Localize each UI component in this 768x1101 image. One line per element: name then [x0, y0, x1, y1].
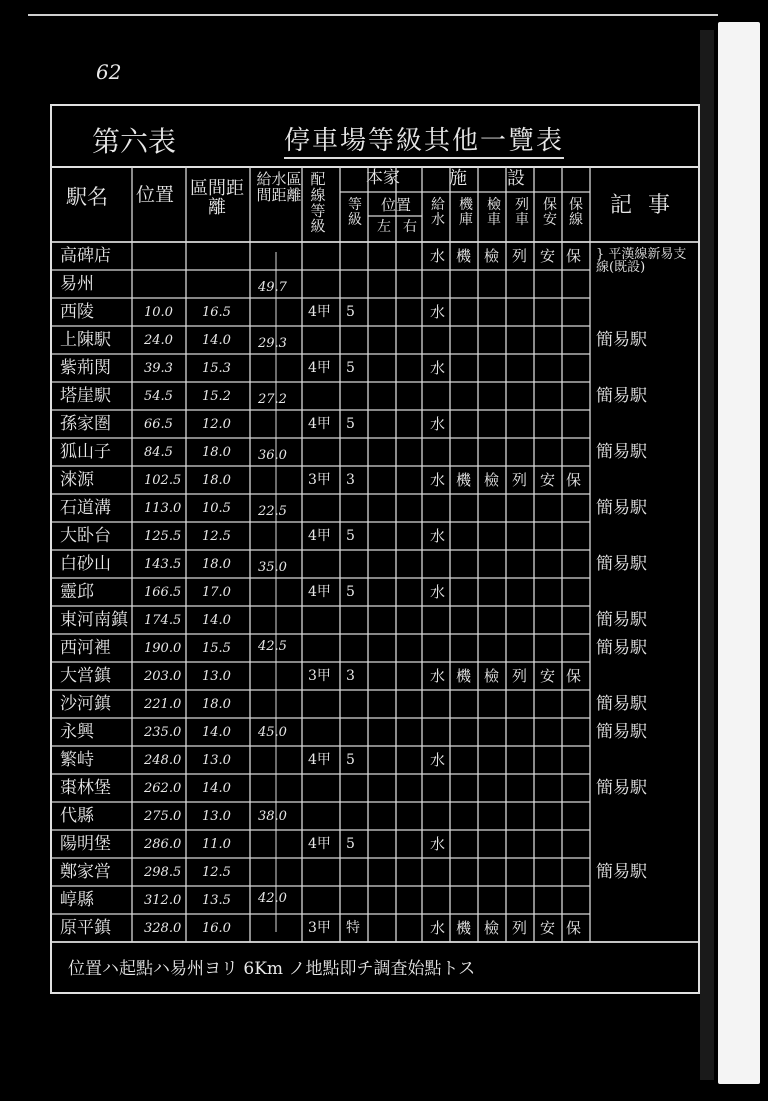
station-position: 221.0 — [144, 697, 182, 712]
facility-track: 保 — [566, 919, 582, 937]
header-main-house: 本家 — [366, 168, 400, 188]
header-grade: 等級 — [348, 197, 362, 228]
station-name: 大営鎮 — [60, 666, 111, 686]
footnote: 位置ハ起點ハ易州ヨリ 6Km ノ地點即チ調査始點トス — [68, 959, 476, 979]
section-distance: 15.3 — [202, 361, 231, 376]
binding-strip — [718, 22, 760, 1084]
station-name: 原平鎮 — [60, 918, 111, 938]
facility-engine: 機 — [456, 247, 472, 265]
facility-safety: 安 — [540, 471, 556, 489]
facility-water: 水 — [430, 359, 446, 377]
station-position: 298.5 — [144, 865, 182, 880]
facility-water: 水 — [430, 527, 446, 545]
track-grade: 4甲 — [308, 836, 331, 852]
section-distance: 12.5 — [202, 529, 231, 544]
facility-safety: 安 — [540, 667, 556, 685]
station-name: 陽明堡 — [60, 834, 111, 854]
station-position: 235.0 — [144, 725, 182, 740]
station-name: 易州 — [60, 274, 94, 294]
water-section-distance: 45.0 — [258, 725, 287, 741]
water-section-distance: 27.2 — [258, 392, 287, 408]
remark-note: 簡易駅 — [596, 498, 647, 518]
header-train: 列車 — [515, 197, 529, 228]
station-name: 石道溝 — [60, 498, 111, 518]
header-remarks: 記事 — [609, 193, 686, 218]
header-safety: 保安 — [543, 197, 557, 228]
remark-note: 簡易駅 — [596, 610, 647, 630]
facility-track: 保 — [566, 471, 582, 489]
remark-note: 簡易駅 — [596, 386, 647, 406]
facility-train: 列 — [512, 919, 528, 937]
section-distance: 15.5 — [202, 641, 231, 656]
water-section-distance: 42.0 — [258, 890, 287, 906]
facility-water: 水 — [430, 835, 446, 853]
page-top-edge — [28, 14, 718, 16]
section-distance: 11.0 — [202, 837, 231, 852]
water-section-distance: 22.5 — [258, 504, 287, 520]
station-position: 328.0 — [144, 921, 182, 936]
main-grade: 3 — [346, 472, 355, 488]
station-position: 203.0 — [144, 669, 182, 684]
header-water-distance: 給水區間距離 — [256, 170, 302, 204]
section-distance: 17.0 — [202, 585, 231, 600]
main-grade: 5 — [346, 304, 355, 320]
remark-note: } 平漢線新易支線(既設) — [596, 247, 687, 275]
section-distance: 16.5 — [202, 305, 231, 320]
station-position: 84.5 — [144, 445, 173, 460]
station-position: 10.0 — [144, 305, 173, 320]
facility-inspect: 檢 — [484, 919, 500, 937]
facility-water: 水 — [430, 751, 446, 769]
facility-train: 列 — [512, 667, 528, 685]
section-distance: 14.0 — [202, 613, 231, 628]
header-inspect: 檢車 — [487, 197, 501, 228]
remark-note: 簡易駅 — [596, 638, 647, 658]
section-distance: 13.5 — [202, 893, 231, 908]
section-distance: 18.0 — [202, 697, 231, 712]
remark-note: 簡易駅 — [596, 862, 647, 882]
facility-engine: 機 — [456, 471, 472, 489]
station-name: 代縣 — [60, 806, 94, 826]
table-frame — [50, 104, 700, 994]
facility-engine: 機 — [456, 667, 472, 685]
section-distance: 13.0 — [202, 669, 231, 684]
station-position: 166.5 — [144, 585, 182, 600]
station-position: 286.0 — [144, 837, 182, 852]
track-grade: 4甲 — [308, 752, 331, 768]
main-grade: 5 — [346, 752, 355, 768]
section-distance: 13.0 — [202, 753, 231, 768]
remark-note: 簡易駅 — [596, 442, 647, 462]
facility-water: 水 — [430, 919, 446, 937]
facility-safety: 安 — [540, 919, 556, 937]
main-grade: 5 — [346, 360, 355, 376]
facility-safety: 安 — [540, 247, 556, 265]
facility-water: 水 — [430, 471, 446, 489]
page-edge-shadow — [700, 30, 714, 1080]
station-name: 孫家圏 — [60, 414, 111, 434]
facility-water: 水 — [430, 583, 446, 601]
station-name: 塔崖駅 — [60, 386, 111, 406]
main-grade: 5 — [346, 584, 355, 600]
station-name: 西陵 — [60, 302, 94, 322]
header-section-distance: 區間距離 — [190, 178, 244, 218]
water-section-distance: 29.3 — [258, 336, 287, 352]
section-distance: 18.0 — [202, 445, 231, 460]
header-facilities: 施設 — [449, 168, 565, 189]
station-name: 大卧台 — [60, 526, 111, 546]
station-position: 248.0 — [144, 753, 182, 768]
facility-train: 列 — [512, 471, 528, 489]
station-position: 312.0 — [144, 893, 182, 908]
station-name: 沙河鎮 — [60, 694, 111, 714]
section-distance: 14.0 — [202, 781, 231, 796]
section-distance: 14.0 — [202, 725, 231, 740]
station-name: 西河裡 — [60, 638, 111, 658]
remark-note: 簡易駅 — [596, 722, 647, 742]
station-name: 紫荊関 — [60, 358, 111, 378]
section-distance: 12.0 — [202, 417, 231, 432]
station-name: 鄭家営 — [60, 862, 111, 882]
water-section-distance: 49.7 — [258, 280, 287, 296]
header-water: 給水 — [431, 197, 445, 228]
water-section-distance: 35.0 — [258, 560, 287, 576]
track-grade: 3甲 — [308, 668, 331, 684]
station-name: 崞縣 — [60, 890, 94, 910]
main-grade: 3 — [346, 668, 355, 684]
station-name: 狐山子 — [60, 442, 111, 462]
station-position: 39.3 — [144, 361, 173, 376]
table-grid — [52, 106, 698, 992]
facility-inspect: 檢 — [484, 667, 500, 685]
page-number: 62 — [96, 60, 122, 84]
header-position-lr: 位置 — [380, 196, 411, 214]
track-grade: 4甲 — [308, 304, 331, 320]
track-grade: 4甲 — [308, 584, 331, 600]
station-name: 淶源 — [60, 470, 94, 490]
track-grade: 3甲 — [308, 920, 331, 936]
section-distance: 10.5 — [202, 501, 231, 516]
section-distance: 15.2 — [202, 389, 231, 404]
header-track-grade: 配線等級 — [310, 170, 326, 236]
water-section-distance: 42.5 — [258, 638, 287, 654]
station-position: 24.0 — [144, 333, 173, 348]
facility-water: 水 — [430, 415, 446, 433]
table-title: 停車場等級其他一覽表 — [284, 120, 564, 159]
station-position: 174.5 — [144, 613, 182, 628]
facility-engine: 機 — [456, 919, 472, 937]
facility-track: 保 — [566, 247, 582, 265]
remark-note: 簡易駅 — [596, 778, 647, 798]
station-name: 白砂山 — [60, 554, 111, 574]
station-name: 高碑店 — [60, 246, 111, 266]
header-track-maint: 保線 — [569, 197, 583, 228]
station-position: 143.5 — [144, 557, 182, 572]
station-position: 262.0 — [144, 781, 182, 796]
facility-inspect: 檢 — [484, 471, 500, 489]
track-grade: 3甲 — [308, 472, 331, 488]
header-station: 駅名 — [66, 185, 108, 209]
section-distance: 14.0 — [202, 333, 231, 348]
station-name: 棗林堡 — [60, 778, 111, 798]
remark-note: 簡易駅 — [596, 330, 647, 350]
station-position: 54.5 — [144, 389, 173, 404]
station-position: 113.0 — [144, 501, 182, 516]
station-name: 上陳駅 — [60, 330, 111, 350]
section-distance: 13.0 — [202, 809, 231, 824]
station-position: 275.0 — [144, 809, 182, 824]
facility-track: 保 — [566, 667, 582, 685]
facility-water: 水 — [430, 667, 446, 685]
header-right: 右 — [403, 219, 417, 235]
main-grade: 5 — [346, 836, 355, 852]
facility-water: 水 — [430, 303, 446, 321]
header-left: 左 — [377, 219, 391, 235]
table-number: 第六表 — [92, 125, 177, 158]
main-grade: 5 — [346, 528, 355, 544]
main-grade: 特 — [346, 920, 360, 936]
header-position: 位置 — [136, 184, 175, 206]
section-distance: 18.0 — [202, 473, 231, 488]
station-position: 102.5 — [144, 473, 182, 488]
facility-water: 水 — [430, 247, 446, 265]
main-grade: 5 — [346, 416, 355, 432]
water-section-distance: 36.0 — [258, 448, 287, 464]
station-name: 繁峙 — [60, 750, 94, 770]
track-grade: 4甲 — [308, 528, 331, 544]
track-grade: 4甲 — [308, 416, 331, 432]
station-name: 東河南鎮 — [60, 610, 128, 630]
header-engine: 機庫 — [459, 197, 473, 228]
station-name: 永興 — [60, 722, 94, 742]
track-grade: 4甲 — [308, 360, 331, 376]
station-name: 靈邱 — [60, 582, 94, 602]
remark-note: 簡易駅 — [596, 554, 647, 574]
section-distance: 18.0 — [202, 557, 231, 572]
facility-train: 列 — [512, 247, 528, 265]
station-position: 66.5 — [144, 417, 173, 432]
section-distance: 16.0 — [202, 921, 231, 936]
section-distance: 12.5 — [202, 865, 231, 880]
water-section-distance: 38.0 — [258, 809, 287, 825]
station-position: 125.5 — [144, 529, 182, 544]
facility-inspect: 檢 — [484, 247, 500, 265]
station-position: 190.0 — [144, 641, 182, 656]
remark-note: 簡易駅 — [596, 694, 647, 714]
